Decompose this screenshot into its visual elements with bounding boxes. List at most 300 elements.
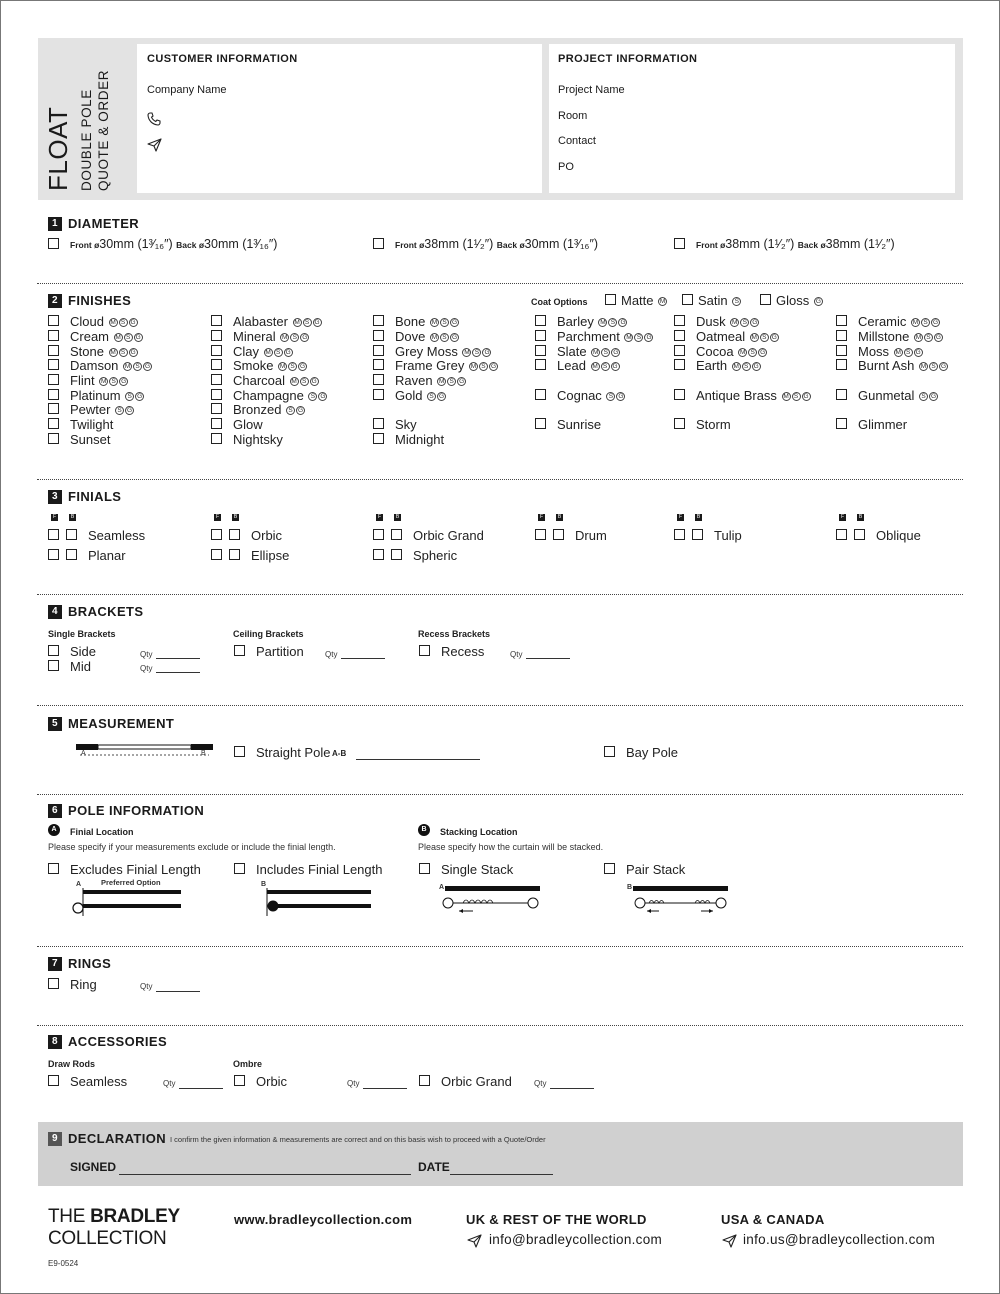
divider: [37, 1025, 963, 1026]
finial-spheric-back-checkbox[interactable]: [391, 549, 402, 560]
finish-name: Grey Moss: [395, 344, 462, 359]
section-number: 4: [48, 605, 62, 619]
section-title: FINISHES: [68, 293, 132, 308]
coat-matte-checkbox[interactable]: [605, 294, 616, 305]
company-name-field[interactable]: Company Name: [147, 84, 227, 96]
ab-measurement-field[interactable]: [356, 759, 480, 760]
coat-badge-s: S: [601, 348, 610, 357]
finish-earth-checkbox[interactable]: [674, 359, 685, 370]
coat-badge-g: G: [803, 393, 809, 400]
finish-storm-checkbox[interactable]: [674, 418, 685, 429]
finial-planar-label: Planar: [88, 548, 126, 563]
coat-badge-m: M: [124, 363, 131, 370]
finial-location-desc: Please specify if your measurements exclude or include the finial length.: [48, 842, 336, 852]
recess-qty-label: Qty: [510, 650, 523, 659]
diameter-option-checkbox[interactable]: [48, 238, 59, 249]
finish-bronzed-checkbox[interactable]: [211, 403, 222, 414]
project-info-box: [549, 44, 955, 193]
finish-gunmetal-checkbox[interactable]: [836, 389, 847, 400]
finish-cream-label: [70, 329, 143, 344]
finish-antique-brass-label: [696, 388, 811, 403]
form-code: E9-0524: [48, 1259, 79, 1268]
orbic-qty-label: Qty: [347, 1079, 360, 1088]
back-label: Back ø: [176, 240, 205, 250]
brand-logo-line1: [48, 1206, 180, 1228]
coat-badge-s: S: [634, 333, 643, 342]
finial-oblique-front-checkbox[interactable]: [836, 529, 847, 540]
partition-bracket-checkbox[interactable]: [234, 645, 245, 656]
excludes-finial-checkbox[interactable]: [48, 863, 59, 874]
coat-badge-g: G: [130, 319, 136, 326]
finish-lead-label: [557, 358, 620, 373]
straight-pole-checkbox[interactable]: [234, 746, 245, 757]
finish-name: Cocoa: [696, 344, 738, 359]
finish-smoke-checkbox[interactable]: [211, 359, 222, 370]
finish-name: Raven: [395, 373, 437, 388]
front-size: 38mm (1¹⁄₂″): [424, 237, 497, 251]
finish-cognac-label: [557, 388, 625, 403]
section-number: 9: [48, 1132, 62, 1146]
seamless-qty-field[interactable]: [179, 1088, 223, 1089]
coat-badge-s: S: [440, 333, 449, 342]
coat-badge-g: G: [771, 334, 777, 341]
straight-pole-label: Straight Pole: [256, 745, 331, 760]
finish-pewter-checkbox[interactable]: [48, 403, 59, 414]
coat-badge-g: G: [439, 393, 445, 400]
measure-b-label: B: [201, 750, 206, 757]
website-link[interactable]: www.bradleycollection.com: [234, 1212, 413, 1227]
draw-rods-label: Draw Rods: [48, 1059, 96, 1069]
finish-name: Moss: [858, 344, 893, 359]
finish-cloud-checkbox[interactable]: [48, 315, 59, 326]
finish-slate-checkbox[interactable]: [535, 345, 546, 356]
coat-badge-g: G: [930, 393, 937, 400]
logo-the: THE: [48, 1206, 86, 1227]
finial-seamless-front-checkbox[interactable]: [48, 529, 59, 540]
finish-name: Mineral: [233, 329, 280, 344]
coat-badge-g: G: [753, 363, 759, 370]
finish-name: Cream: [70, 329, 113, 344]
finish-gold-checkbox[interactable]: [373, 389, 384, 400]
signed-label: SIGNED: [70, 1160, 117, 1174]
finish-lead-checkbox[interactable]: [535, 359, 546, 370]
finish-glimmer-checkbox[interactable]: [836, 418, 847, 429]
coat-badge-m: M: [895, 349, 901, 356]
ombre-label: Ombre: [233, 1059, 263, 1069]
ring-qty-field[interactable]: [156, 991, 200, 992]
orbic-grand-qty-field[interactable]: [550, 1088, 594, 1089]
section-title: MEASUREMENT: [68, 716, 175, 731]
uk-email-link[interactable]: info@bradleycollection.com: [489, 1232, 663, 1247]
finish-name: Slate: [557, 344, 591, 359]
finish-name: Antique Brass: [696, 388, 781, 403]
coat-badge-g: G: [646, 334, 652, 341]
front-finial-marker: F: [539, 514, 544, 520]
project-info-title: PROJECT INFORMATION: [558, 53, 698, 65]
coat-badge-g: G: [127, 407, 133, 414]
finish-sky-label: [395, 417, 417, 432]
finial-ellipse-front-checkbox[interactable]: [211, 549, 222, 560]
single-brackets-label: Single Brackets: [48, 629, 116, 639]
finish-damson-checkbox[interactable]: [48, 359, 59, 370]
stacking-location-title: Stacking Location: [440, 827, 518, 837]
coat-badge-g: G: [121, 378, 127, 385]
finish-name: Dove: [395, 329, 429, 344]
finish-platinum-checkbox[interactable]: [48, 389, 59, 400]
coat-gloss-label: [776, 293, 823, 308]
stacking-location-marker: B: [418, 824, 430, 836]
send-icon: [467, 1234, 482, 1248]
divider: [37, 705, 963, 706]
section-title: FINIALS: [68, 489, 122, 504]
room-field[interactable]: Room: [558, 110, 588, 122]
coat-badge-g: G: [815, 298, 821, 305]
coat-badge-m: M: [732, 319, 738, 326]
finish-name: Alabaster: [233, 314, 292, 329]
section-number: 5: [48, 717, 62, 731]
coat-badge-s: S: [472, 348, 481, 357]
finish-antique-brass-checkbox[interactable]: [674, 389, 685, 400]
coat-badge-g: G: [320, 393, 326, 400]
coat-badge-m: M: [733, 363, 739, 370]
finish-twilight-checkbox[interactable]: [48, 418, 59, 429]
includes-finial-checkbox[interactable]: [234, 863, 245, 874]
recess-bracket-checkbox[interactable]: [419, 645, 430, 656]
finish-sunrise-checkbox[interactable]: [535, 418, 546, 429]
single-stack-checkbox[interactable]: [419, 863, 430, 874]
finish-flint-label: [70, 373, 128, 388]
finial-oblique-label: Oblique: [876, 528, 921, 543]
includes-finial-diagram: [263, 887, 375, 917]
coat-badge-m: M: [100, 378, 107, 385]
orbic-grand-ombre-checkbox[interactable]: [419, 1075, 430, 1086]
finish-name: Stone: [70, 344, 108, 359]
excludes-finial-label: Excludes Finial Length: [70, 862, 201, 877]
coat-badge-m: M: [110, 319, 116, 326]
po-field[interactable]: PO: [558, 161, 574, 173]
bay-pole-label: Bay Pole: [626, 745, 679, 760]
finish-charcoal-checkbox[interactable]: [211, 374, 222, 385]
orbic-ombre-checkbox[interactable]: [234, 1075, 245, 1086]
finish-name: Gold: [395, 388, 427, 403]
finish-name: Cloud: [70, 314, 108, 329]
finial-orbic-grand-back-checkbox[interactable]: [391, 529, 402, 540]
coat-badge-m: M: [912, 319, 919, 326]
measure-a-label: A: [81, 750, 86, 757]
finial-ellipse-back-checkbox[interactable]: [229, 549, 240, 560]
section-number: 2: [48, 294, 62, 308]
coat-badge-g: G: [137, 393, 143, 400]
coat-badge-m: M: [265, 349, 271, 356]
finish-burnt-ash-checkbox[interactable]: [836, 359, 847, 370]
coat-badge-s: S: [792, 392, 801, 401]
coat-badge-s: S: [303, 318, 312, 327]
finish-name: Pewter: [70, 402, 115, 417]
finial-orbic-label: Orbic: [251, 528, 283, 543]
finish-cream-checkbox[interactable]: [48, 330, 59, 341]
single-stack-diagram: [439, 885, 543, 915]
coat-badge-s: S: [740, 318, 749, 327]
section-title: DECLARATION: [68, 1131, 167, 1146]
finish-champagne-checkbox[interactable]: [211, 389, 222, 400]
coat-badge-m: M: [431, 334, 438, 341]
recess-brackets-label: Recess Brackets: [418, 629, 491, 639]
finish-grey-moss-checkbox[interactable]: [373, 345, 384, 356]
date-label: DATE: [418, 1160, 450, 1174]
pair-stack-diagram-label: B: [627, 884, 633, 891]
back-finial-marker: B: [858, 514, 863, 520]
coat-badge-g: G: [935, 334, 941, 341]
project-name-field[interactable]: Project Name: [558, 84, 625, 96]
finish-bronzed-label: [233, 402, 305, 417]
finial-orbic-grand-front-checkbox[interactable]: [373, 529, 384, 540]
finish-clay-label: [233, 344, 293, 359]
coat-badge-s: S: [288, 362, 297, 371]
finish-name: Damson: [70, 358, 123, 373]
finish-name: Flint: [70, 373, 99, 388]
send-icon: [147, 138, 162, 152]
finish-millstone-checkbox[interactable]: [836, 330, 847, 341]
section-diameter-heading: [48, 216, 139, 231]
title-quote-order: QUOTE & ORDER: [96, 69, 111, 191]
partition-qty-label: Qty: [325, 650, 338, 659]
coat-badge-m: M: [470, 363, 477, 370]
finish-champagne-label: [233, 388, 327, 403]
finial-drum-front-checkbox[interactable]: [535, 529, 546, 540]
diameter-option-label: [696, 237, 895, 251]
coat-badge-g: G: [451, 334, 457, 341]
coat-badge-s: S: [308, 392, 317, 401]
finial-orbic-grand-label: Orbic Grand: [413, 528, 484, 543]
coat-satin-checkbox[interactable]: [682, 294, 693, 305]
partition-qty-field[interactable]: [341, 658, 385, 659]
finish-dove-checkbox[interactable]: [373, 330, 384, 341]
brand-logo: [48, 1206, 180, 1250]
coat-badge-g: G: [752, 319, 758, 326]
finial-spheric-front-checkbox[interactable]: [373, 549, 384, 560]
coat-badge-s: S: [748, 348, 757, 357]
section-finials-heading: [48, 489, 121, 504]
coat-badge-m: M: [115, 334, 121, 341]
finish-name: Dusk: [696, 314, 730, 329]
finish-midnight-checkbox[interactable]: [373, 433, 384, 444]
divider: [37, 946, 963, 947]
mid-bracket-checkbox[interactable]: [48, 660, 59, 671]
finish-bone-checkbox[interactable]: [373, 315, 384, 326]
coat-gloss-checkbox[interactable]: [760, 294, 771, 305]
finish-glow-checkbox[interactable]: [211, 418, 222, 429]
finish-name: Cognac: [557, 388, 606, 403]
finial-tulip-front-checkbox[interactable]: [674, 529, 685, 540]
back-label: Back ø: [797, 240, 826, 250]
coat-badge-s: S: [742, 362, 751, 371]
signature-field[interactable]: [119, 1174, 411, 1175]
ring-qty-label: Qty: [140, 982, 153, 991]
coat-badge-g: G: [459, 378, 465, 385]
coat-badge-g: G: [302, 334, 308, 341]
finial-ellipse-label: Ellipse: [251, 548, 290, 563]
uk-title: UK & REST OF THE WORLD: [466, 1212, 647, 1227]
declaration-panel: [38, 1122, 963, 1186]
finish-parchment-label: [557, 329, 653, 344]
finish-ceramic-checkbox[interactable]: [836, 315, 847, 326]
coat-badge-s: S: [921, 318, 930, 327]
date-field[interactable]: [450, 1174, 553, 1175]
coat-badge-s: S: [125, 392, 134, 401]
finish-clay-checkbox[interactable]: [211, 345, 222, 356]
finish-charcoal-label: [233, 373, 319, 388]
finish-name: Clay: [233, 344, 263, 359]
finish-frame-grey-label: [395, 358, 498, 373]
finish-name: Burnt Ash: [858, 358, 918, 373]
finial-drum-back-checkbox[interactable]: [553, 529, 564, 540]
coat-badge-s: S: [732, 297, 741, 306]
finish-name: Bronzed: [233, 402, 286, 417]
orbic-qty-field[interactable]: [363, 1088, 407, 1089]
mid-bracket-label: Mid: [70, 659, 91, 674]
finish-cloud-label: [70, 314, 138, 329]
finial-seamless-label: Seamless: [88, 528, 146, 543]
finish-cocoa-checkbox[interactable]: [674, 345, 685, 356]
seamless-drawrod-checkbox[interactable]: [48, 1075, 59, 1086]
mid-qty-field[interactable]: [156, 672, 200, 673]
finial-seamless-back-checkbox[interactable]: [66, 529, 77, 540]
finish-pewter-label: [70, 402, 134, 417]
bay-pole-checkbox[interactable]: [604, 746, 615, 757]
finish-sunrise-label: [557, 417, 601, 432]
finish-name: Millstone: [858, 329, 913, 344]
finial-planar-back-checkbox[interactable]: [66, 549, 77, 560]
coat-badge-s: S: [760, 333, 769, 342]
orbic-ombre-label: Orbic: [256, 1074, 288, 1089]
finish-name: Glow: [233, 417, 263, 432]
finish-barley-label: [557, 314, 627, 329]
finish-name: Sunrise: [557, 417, 602, 432]
finial-tulip-label: Tulip: [714, 528, 742, 543]
coat-badge-s: S: [606, 392, 615, 401]
finish-mineral-checkbox[interactable]: [211, 330, 222, 341]
coat-label-text: Matte: [621, 293, 658, 308]
finish-earth-label: [696, 358, 761, 373]
finish-sunset-checkbox[interactable]: [48, 433, 59, 444]
finish-name: Barley: [557, 314, 598, 329]
coat-badge-g: G: [130, 349, 136, 356]
divider: [37, 794, 963, 795]
finish-flint-checkbox[interactable]: [48, 374, 59, 385]
back-size: 38mm (1¹⁄₂″): [825, 237, 895, 251]
finish-raven-checkbox[interactable]: [373, 374, 384, 385]
finish-oatmeal-checkbox[interactable]: [674, 330, 685, 341]
front-label: Front ø: [696, 240, 726, 250]
finish-name: Parchment: [557, 329, 624, 344]
finial-planar-front-checkbox[interactable]: [48, 549, 59, 560]
section-title: POLE INFORMATION: [68, 803, 205, 818]
finish-nightsky-checkbox[interactable]: [211, 433, 222, 444]
section-pole-info-heading: [48, 803, 204, 818]
diameter-option-checkbox[interactable]: [674, 238, 685, 249]
finish-parchment-checkbox[interactable]: [535, 330, 546, 341]
finish-cognac-checkbox[interactable]: [535, 389, 546, 400]
section-finishes-heading: [48, 293, 131, 308]
section-rings-heading: [48, 956, 111, 971]
finial-orbic-front-checkbox[interactable]: [211, 529, 222, 540]
coat-badge-m: M: [294, 319, 300, 326]
side-qty-field[interactable]: [156, 658, 200, 659]
contact-field[interactable]: Contact: [558, 135, 596, 147]
back-label: Back ø: [496, 240, 525, 250]
finish-name: Lead: [557, 358, 590, 373]
side-bracket-checkbox[interactable]: [48, 645, 59, 656]
seamless-qty-label: Qty: [163, 1079, 176, 1088]
section-accessories-heading: [48, 1034, 167, 1049]
finial-tulip-back-checkbox[interactable]: [692, 529, 703, 540]
finish-name: Platinum: [70, 388, 125, 403]
recess-qty-field[interactable]: [526, 658, 570, 659]
coat-badge-g: G: [915, 349, 921, 356]
finial-oblique-back-checkbox[interactable]: [854, 529, 865, 540]
finish-name: Oatmeal: [696, 329, 749, 344]
front-finial-marker: F: [215, 514, 220, 520]
finish-name: Midnight: [395, 432, 445, 447]
finish-sky-checkbox[interactable]: [373, 418, 384, 429]
finish-platinum-label: [70, 388, 144, 403]
section-number: 7: [48, 957, 62, 971]
coat-badge-s: S: [924, 333, 933, 342]
finish-nightsky-label: [233, 432, 283, 447]
divider: [37, 283, 963, 284]
coat-badge-m: M: [110, 349, 116, 356]
finish-barley-checkbox[interactable]: [535, 315, 546, 326]
back-finial-marker: B: [70, 514, 75, 520]
coat-badge-s: S: [115, 406, 124, 415]
finial-orbic-back-checkbox[interactable]: [229, 529, 240, 540]
finish-grey-moss-label: [395, 344, 491, 359]
coat-badge-s: S: [447, 377, 456, 386]
finish-name: Nightsky: [233, 432, 283, 447]
finial-location-title: Finial Location: [70, 827, 134, 837]
title-float: FLOAT: [43, 106, 73, 191]
coat-badge-g: G: [298, 407, 304, 414]
title-double-pole: DOUBLE POLE: [79, 89, 94, 191]
finish-name: Smoke: [233, 358, 278, 373]
coat-badge-m: M: [464, 349, 470, 356]
finish-moss-checkbox[interactable]: [836, 345, 847, 356]
finish-alabaster-checkbox[interactable]: [211, 315, 222, 326]
diameter-option-label: [70, 237, 277, 251]
section-number: 6: [48, 804, 62, 818]
finish-moss-label: [858, 344, 923, 359]
ring-checkbox[interactable]: [48, 978, 59, 989]
us-email-link[interactable]: info.us@bradleycollection.com: [743, 1232, 935, 1247]
coat-label-text: Satin: [698, 293, 732, 308]
finish-dusk-checkbox[interactable]: [674, 315, 685, 326]
finish-stone-checkbox[interactable]: [48, 345, 59, 356]
diameter-option-checkbox[interactable]: [373, 238, 384, 249]
finish-name: Sky: [395, 417, 417, 432]
back-finial-marker: B: [395, 514, 400, 520]
orbic-grand-qty-label: Qty: [534, 1079, 547, 1088]
coat-badge-m: M: [751, 334, 757, 341]
coat-matte-label: [621, 293, 667, 308]
finish-frame-grey-checkbox[interactable]: [373, 359, 384, 370]
coat-badge-s: S: [290, 333, 299, 342]
seamless-drawrod-label: Seamless: [70, 1074, 128, 1089]
coat-badge-s: S: [119, 318, 128, 327]
finish-mineral-label: [233, 329, 309, 344]
coat-options-label: Coat Options: [531, 297, 588, 307]
customer-info-box: [137, 44, 542, 193]
pair-stack-checkbox[interactable]: [604, 863, 615, 874]
